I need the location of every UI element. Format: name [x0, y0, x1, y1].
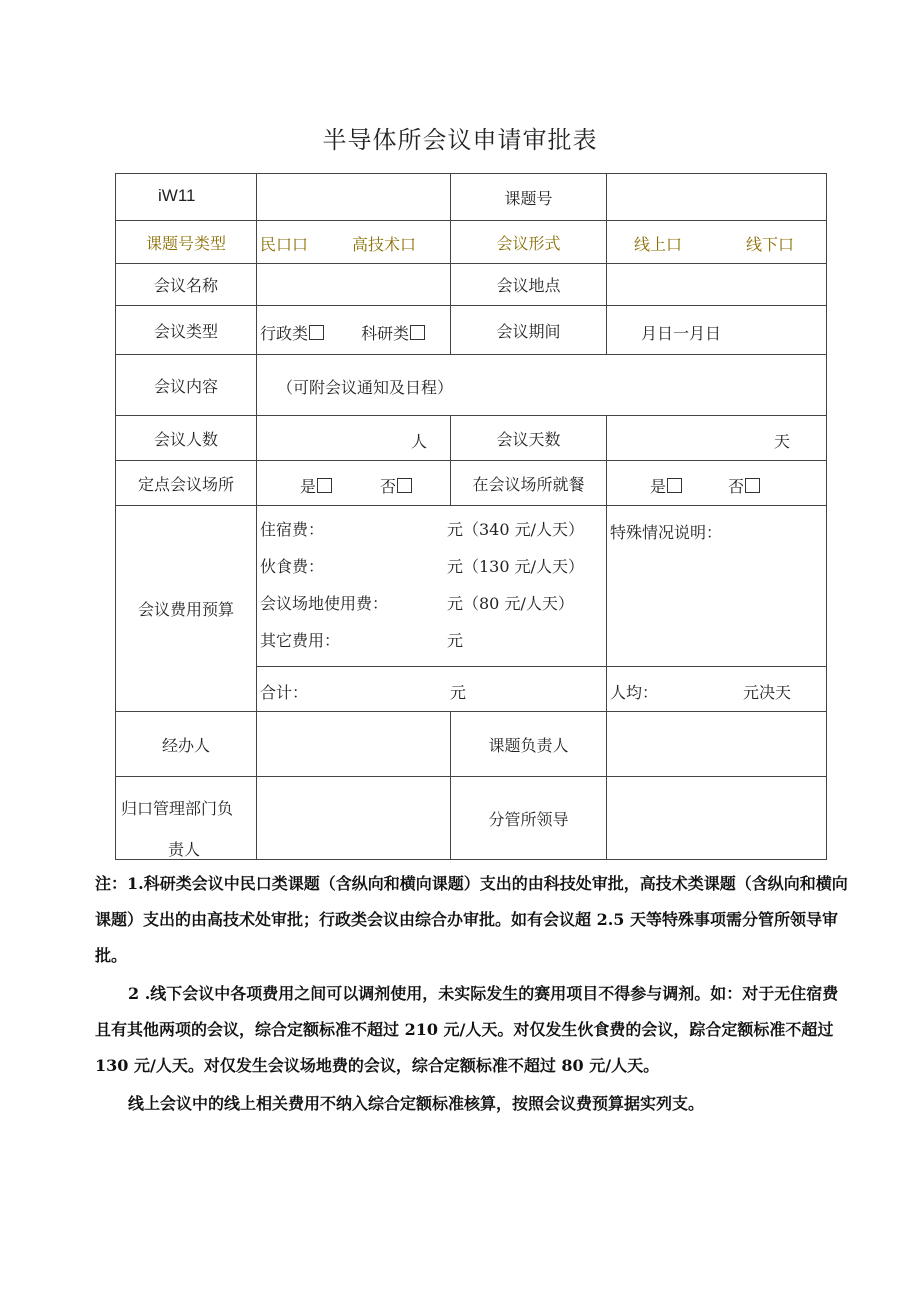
meeting-form-options[interactable]: [607, 221, 827, 264]
meeting-name-value-cell[interactable]: [257, 264, 451, 306]
meeting-days-unit: 天: [774, 432, 791, 451]
institute-leader-value-cell[interactable]: [607, 777, 827, 860]
budget-item-amount: 元: [447, 631, 464, 650]
dining-at-venue-label: 在会议场所就餐: [451, 461, 607, 506]
checkbox-icon[interactable]: [745, 478, 760, 493]
institute-leader-label: 分管所领导: [451, 777, 607, 860]
venue-no-option[interactable]: [380, 474, 412, 497]
meeting-form-offline[interactable]: 线下口: [746, 235, 795, 254]
approval-form-table: [115, 173, 827, 860]
venue-yes-option[interactable]: [300, 474, 332, 497]
attendee-count-value-cell[interactable]: [257, 416, 451, 461]
project-type-options[interactable]: [257, 221, 451, 264]
attendee-count-label: 会议人数: [116, 416, 257, 461]
budget-items-cell: [257, 506, 607, 667]
budget-total-label: 合计：: [260, 683, 309, 702]
handler-label: 经办人: [116, 712, 257, 777]
checkbox-icon[interactable]: [397, 478, 412, 493]
per-person-label: 人均：: [610, 683, 659, 702]
budget-items-list: [257, 506, 606, 659]
budget-label: 会议费用预算: [116, 506, 257, 712]
dept-head-value-cell[interactable]: [257, 777, 451, 860]
meeting-type-options[interactable]: [257, 306, 451, 355]
designated-venue-options[interactable]: [257, 461, 451, 506]
meeting-days-value-cell[interactable]: [607, 416, 827, 461]
special-notes-label: 特殊情况说明：: [610, 523, 723, 542]
project-leader-label: 课题负责人: [451, 712, 607, 777]
form-title: 半导体所会议申请审批表: [322, 126, 598, 154]
row1-label-cell: [116, 174, 257, 221]
row1-value-cell[interactable]: [257, 174, 451, 221]
notes-section: [95, 866, 850, 1122]
meeting-period-value-cell[interactable]: [607, 306, 827, 355]
note-2: 2 .线下会议中各项费用之间可以调剂使用，未实际发生的赛用项目不得参与调剂。如：对于无住宿费且有其他两项的会议，综合定额标准不超过 210 元/人天。对仅发生伙食费的会议，踪合定额标准不超过 130 元/人天。对仅发生会议场地费的会议，综合定额标准不超过 80 元/人天。: [95, 984, 839, 1075]
meeting-type-label: 会议类型: [116, 306, 257, 355]
budget-item-label: 住宿费：: [260, 520, 325, 539]
project-type-label: 课题号类型: [116, 221, 257, 264]
meeting-form-online[interactable]: 线上口: [634, 235, 683, 254]
row1-label: iW11: [158, 186, 196, 205]
budget-total-unit: 元: [450, 683, 467, 702]
meeting-period-label: 会议期间: [451, 306, 607, 355]
meeting-days-label: 会议天数: [451, 416, 607, 461]
meeting-name-label: 会议名称: [116, 264, 257, 306]
meeting-period-value: 月日一月日: [641, 324, 722, 343]
meeting-type-research-option[interactable]: [361, 321, 425, 344]
meeting-type-admin-label: 行政类: [260, 324, 309, 343]
per-person-unit: 元决天: [743, 683, 792, 702]
meeting-place-value-cell[interactable]: [607, 264, 827, 306]
budget-item-amount: 元（130 元/人天）: [447, 557, 585, 576]
per-person-cell[interactable]: [607, 667, 827, 712]
meeting-content-value-cell[interactable]: [257, 355, 827, 416]
meeting-form-label: 会议形式: [451, 221, 607, 264]
note-3: 线上会议中的线上相关费用不纳入综合定额标准核算，按照会议费预算据实列支。: [128, 1094, 705, 1113]
budget-item-label: 其它费用：: [260, 631, 341, 650]
dining-no-label: 否: [728, 477, 745, 496]
dept-head-label-line2: 责人: [168, 840, 201, 859]
venue-yes-label: 是: [300, 477, 317, 496]
attendee-count-unit: 人: [411, 432, 428, 451]
budget-item-label: 伙食费：: [260, 557, 325, 576]
project-no-value-cell[interactable]: [607, 174, 827, 221]
meeting-type-research-label: 科研类: [361, 324, 410, 343]
budget-item-other[interactable]: [257, 622, 606, 659]
dining-yes-option[interactable]: [650, 474, 682, 497]
dept-head-label-line1: 归口管理部门负: [121, 799, 234, 818]
meeting-place-label: 会议地点: [451, 264, 607, 306]
dining-yes-label: 是: [650, 477, 667, 496]
special-notes-cell[interactable]: [607, 506, 827, 667]
project-type-hightech[interactable]: 高技术口: [352, 235, 417, 254]
checkbox-icon[interactable]: [317, 478, 332, 493]
checkbox-icon[interactable]: [410, 325, 425, 340]
meeting-content-hint: （可附会议通知及日程）: [277, 378, 454, 397]
venue-no-label: 否: [380, 477, 397, 496]
project-type-civil[interactable]: 民口口: [260, 235, 309, 254]
meeting-content-label: 会议内容: [116, 355, 257, 416]
dept-head-label-cell: [116, 777, 257, 860]
project-leader-value-cell[interactable]: [607, 712, 827, 777]
budget-item-lodging[interactable]: [257, 511, 606, 548]
budget-total-cell[interactable]: [257, 667, 607, 712]
project-no-label: 课题号: [451, 174, 607, 221]
checkbox-icon[interactable]: [667, 478, 682, 493]
budget-item-amount: 元（80 元/人天）: [447, 594, 574, 613]
meeting-type-admin-option[interactable]: [260, 321, 324, 344]
budget-item-label: 会议场地使用费：: [260, 594, 389, 613]
budget-item-venue[interactable]: [257, 585, 606, 622]
dining-no-option[interactable]: [728, 474, 760, 497]
designated-venue-label: 定点会议场所: [116, 461, 257, 506]
note-1: 注：1.科研类会议中民口类课题（含纵向和横向课题）支出的由科技处审批，高技术类课题（含纵向和横向课题）支出的由高技术处审批；行政类会议由综合办审批。如有会议超 2.5 天等特殊事项需分管所领导审批。: [95, 874, 848, 965]
dining-at-venue-options[interactable]: [607, 461, 827, 506]
handler-value-cell[interactable]: [257, 712, 451, 777]
checkbox-icon[interactable]: [309, 325, 324, 340]
budget-item-meals[interactable]: [257, 548, 606, 585]
budget-item-amount: 元（340 元/人天）: [447, 520, 585, 539]
